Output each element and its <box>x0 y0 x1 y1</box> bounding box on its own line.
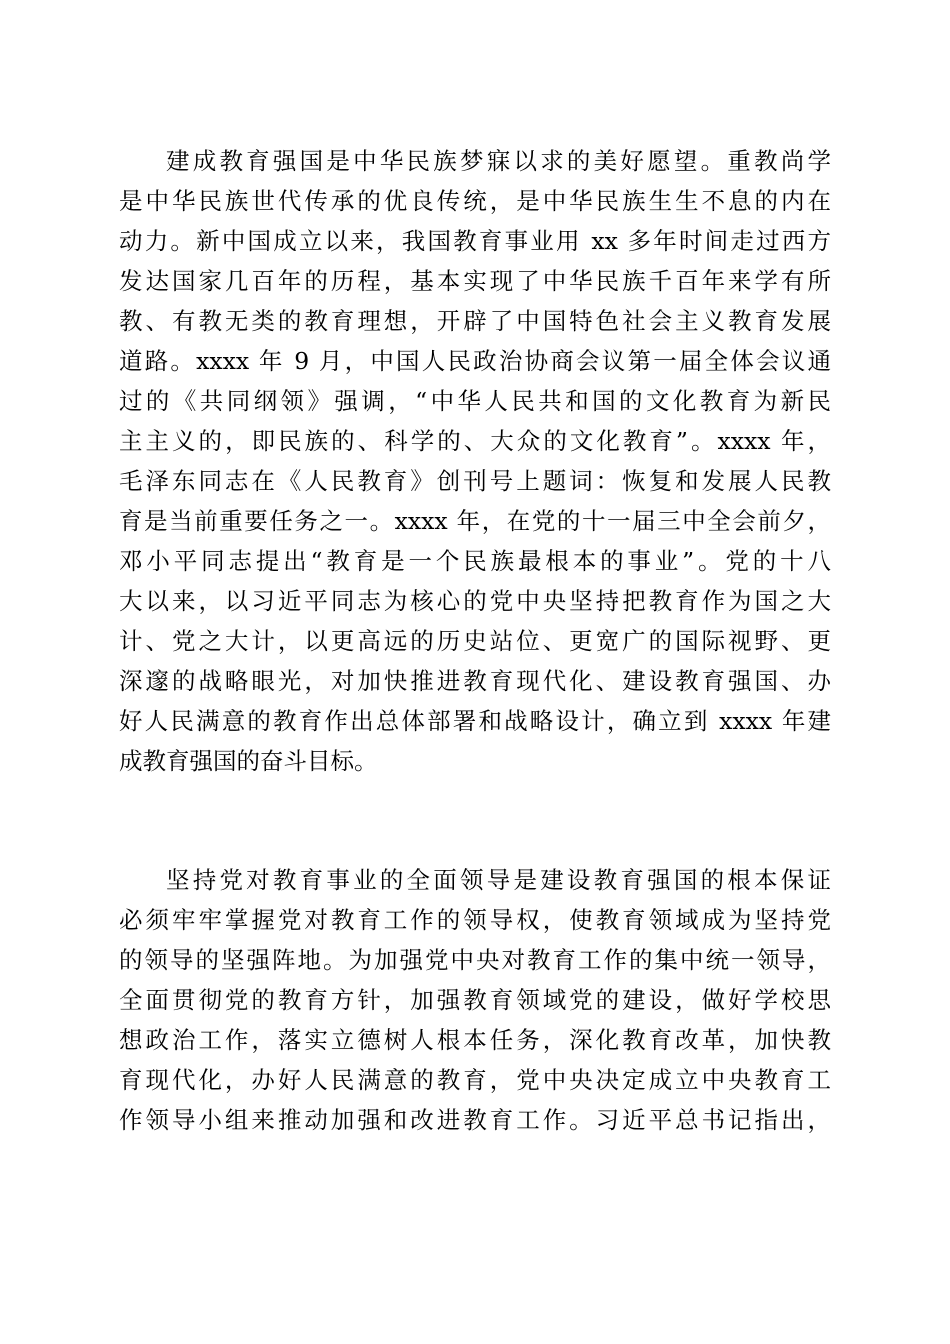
paragraph-line: 必须牢牢掌握党对教育工作的领导权，使教育领域成为坚持党 <box>119 906 831 934</box>
paragraph-line: 作领导小组来推动加强和改进教育工作。习近平总书记指出， <box>119 1106 831 1134</box>
paragraph-party-leadership <box>119 860 831 1140</box>
paragraph-line: 好人民满意的教育作出总体部署和战略设计，确立到 xxxx 年建 <box>119 707 831 735</box>
paragraph-line: 邓小平同志提出“教育是一个民族最根本的事业”。党的十八 <box>119 547 831 575</box>
paragraph-line: 教、有教无类的教育理想，开辟了中国特色社会主义教育发展 <box>119 307 831 335</box>
paragraph-line: 毛泽东同志在《人民教育》创刊号上题词：恢复和发展人民教 <box>119 467 831 495</box>
paragraph-line: 是中华民族世代传承的优良传统，是中华民族生生不息的内在 <box>119 187 831 215</box>
paragraph-line: 建成教育强国是中华民族梦寐以求的美好愿望。重教尚学 <box>166 147 831 175</box>
paragraph-line: 深邃的战略眼光，对加快推进教育现代化、建设教育强国、办 <box>119 667 831 695</box>
paragraph-line: 大以来，以习近平同志为核心的党中央坚持把教育作为国之大 <box>119 587 831 615</box>
paragraph-line: 育是当前重要任务之一。xxxx 年，在党的十一届三中全会前夕， <box>119 507 831 535</box>
paragraph-line: 计、党之大计，以更高远的历史站位、更宽广的国际视野、更 <box>119 627 831 655</box>
paragraph-line: 的领导的坚强阵地。为加强党中央对教育工作的集中统一领导， <box>119 946 831 974</box>
paragraph-line: 成教育强国的奋斗目标。 <box>119 747 378 775</box>
paragraph-line: 全面贯彻党的教育方针，加强教育领域党的建设，做好学校思 <box>119 986 831 1014</box>
paragraph-line: 主主义的，即民族的、科学的、大众的文化教育”。xxxx 年， <box>119 427 831 455</box>
paragraph-line: 道路。xxxx 年 9 月，中国人民政治协商会议第一届全体会议通 <box>119 347 831 375</box>
paragraph-line: 育现代化，办好人民满意的教育，党中央决定成立中央教育工 <box>119 1066 831 1094</box>
paragraph-education-power <box>119 141 831 781</box>
paragraph-line: 过的《共同纲领》强调，“中华人民共和国的文化教育为新民 <box>119 387 831 415</box>
paragraph-line: 想政治工作，落实立德树人根本任务，深化教育改革，加快教 <box>119 1026 831 1054</box>
paragraph-line: 坚持党对教育事业的全面领导是建设教育强国的根本保证 <box>166 866 831 894</box>
paragraph-line: 发达国家几百年的历程，基本实现了中华民族千百年来学有所 <box>119 267 831 295</box>
paragraph-line: 动力。新中国成立以来，我国教育事业用 xx 多年时间走过西方 <box>119 227 831 255</box>
